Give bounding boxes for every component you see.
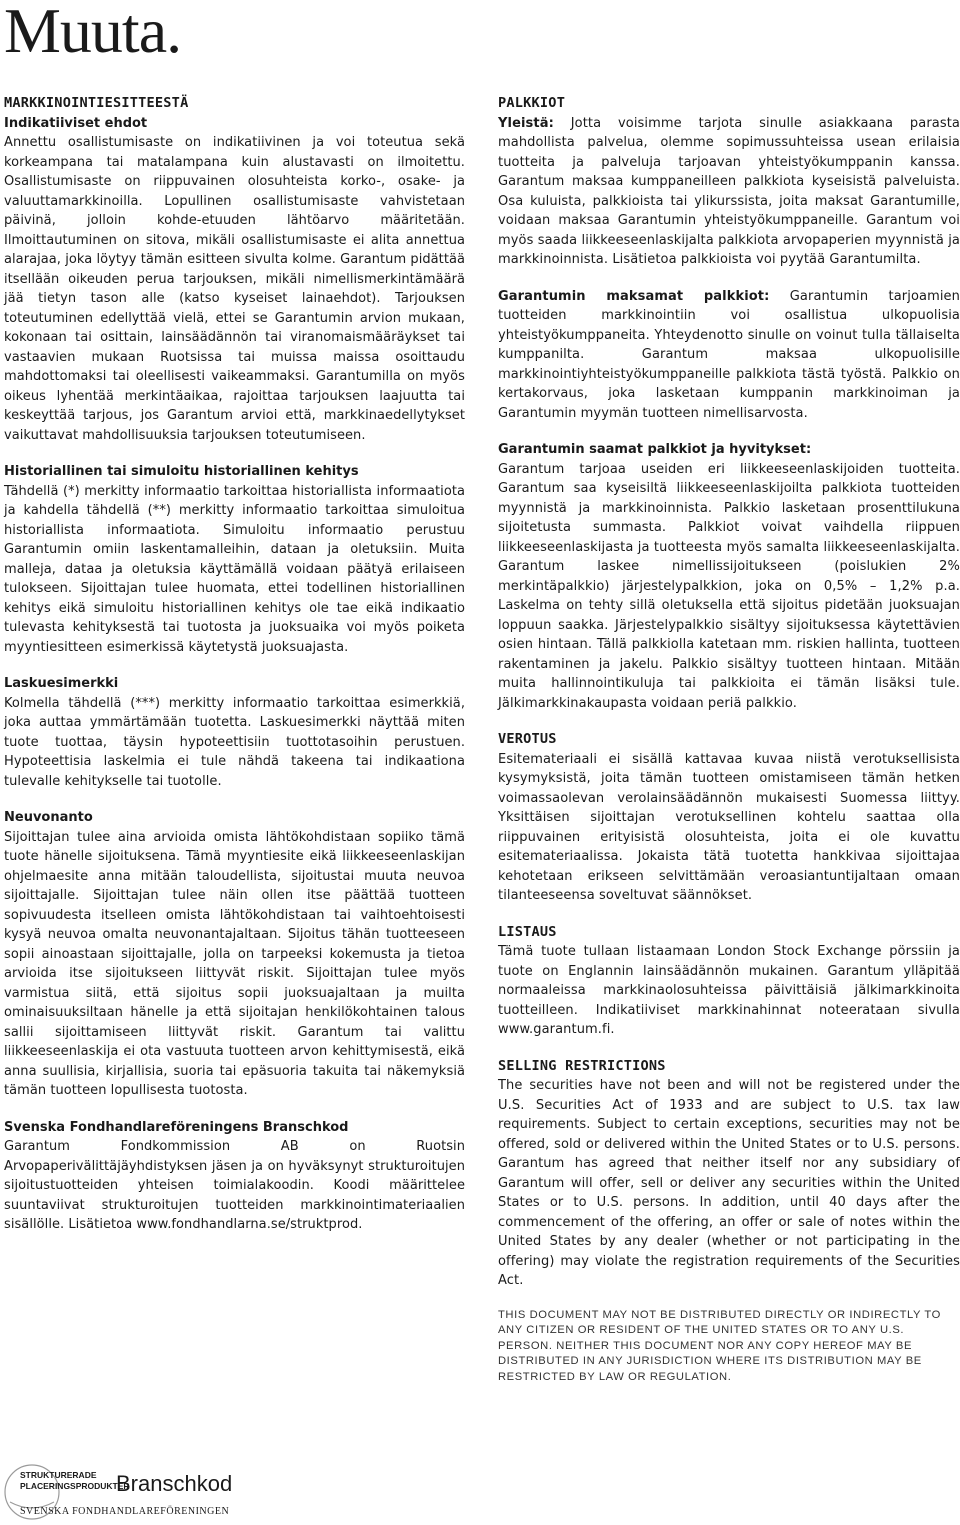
section-palkkiot xyxy=(498,94,960,270)
left-column xyxy=(4,94,465,1252)
laskuesimerkki-heading: Laskuesimerkki xyxy=(4,676,119,691)
section-maksamat xyxy=(498,287,960,424)
section-listaus xyxy=(498,923,960,1040)
palkkiot-lead: Yleistä: xyxy=(498,115,554,131)
logo-brand: Branschkod xyxy=(116,1471,233,1496)
maksamat-body: Garantumin tarjoamien tuotteiden markkinointiin voi osallistua ulkopuolisia yhteistyökumppaneita. Yhteydenotto sinulle on voinut tulla tällaiselta kumppanilta. Garantum maksaa ulkopuolisille markkinointiyhteistyökumppaneille palkkiota tästä työstä. Palkkio on kertakorvaus, joka lasketaan kumppanin markkinoiman ja Garantumin myymän tuotteen nimellisarvosta. xyxy=(498,288,960,421)
logo-line1: STRUKTURERADE xyxy=(20,1470,97,1480)
historiallinen-heading: Historiallinen tai simuloitu historiallinen kehitys xyxy=(4,464,359,479)
saamat-text: Garantum tarjoaa useiden eri liikkeeseenlaskijoiden tuotteita. Garantum saa kyseisiltä liikkeeseenlaskijoilta palkkiota tuotteiden myynnistä ja markkinoinnista. Palkkio lasketaan prosenttilukuna sijoitetusta summasta. Palkkiot voivat vaihdella riippuen liikkeeseenlaskijasta ja tuotteesta myös samalta liikkeeseenlaskijalta. Garantum laskee nimellissijoitukseen (poislukien 2% merkintäpalkkio) järjestelypalkkion, joka on 0,5% – 1,2% p.a. Laskelma on tehty sillä oletuksella että sijoitus pidetään juoksuajan loppuun saakka. Järjestelypalkkio sisältyy sijoituksessa käytettävien osien hintaan. Tällä palkkiolla katetaan mm. riskien hallinta, tuotteen rakentaminen ja jakelu. Palkkio sisältyy tuotteen hintaan. Mitään muita hallinnointikuluja tai palkkioita ei tämän lisäksi tule. Jälkimarkkinakaupasta voidaan periä palkkio. xyxy=(498,461,960,711)
section-selling xyxy=(498,1057,960,1291)
us-disclaimer: THIS DOCUMENT MAY NOT BE DISTRIBUTED DIRECTLY OR INDIRECTLY TO ANY CITIZEN OR RESIDENT OF THE UNITED STATES OR TO ANY U.S. PERSON. NEITHER THIS DOCUMENT NOR ANY COPY HEREOF MAY BE DISTRIBUTED IN ANY JURISDICTION WHERE ITS DISTRIBUTION MAY BE RESTRICTED BY LAW OR REGULATION. xyxy=(498,1308,941,1383)
verotus-heading: VEROTUS xyxy=(498,731,557,747)
palkkiot-body: Jotta voisimme tarjota sinulle asiakkaana parasta mahdollista palvelua, olemme sopimussuhteissa usean erilaisia tuotteita ja palveluja tarjoavan yhteistyökumppanin kanssa. Garantum maksaa kumppaneilleen palkkiota kyseisistä palveluista. Osa kuluista, palkkioista tai ylikurssista, joita maksat Garantumille, voidaan maksaa Garantumin yhteistyökumppaneille. Garantum voi myös saada liikkeeseenlaskijalta palkkiota arvopaperien myynnistä ja markkinoinnista. Lisätietoa palkkioista voi pyytää Garantumilta. xyxy=(498,115,960,267)
markkinointi-text: Annettu osallistumisaste on indikatiivinen ja voi toteutua sekä korkeampana tai matalampana kuin alustavasti on ilmoitettu. Osallistumisaste on riippuvainen olosuhteista korko-, osake- ja valuuttamarkkinoilla. Lopullinen osallistumisaste vahvistetaan päivinä, jolloin kohde-etuuden lähtöarvo määritetään. Ilmoittautuminen on sitova, mikäli osallistumisaste ei alita annettua alarajaa, joka löytyy tämän esitteen sivulta kolme. Garantum pidättää itsellään oikeuden perua tarjouksen, mikäli nimellismerkintämäärä jää tietyn tason alle (katso kyseiset lainaehdot). Tarjouksen toteutuminen edellyttää vielä, ettei se Garantumin arvion mukaan, kokonaan tai osittain, lainsäädännön tai viranomaismääräykset tai vastaavien mukaan Ruotsissa tai muissa maissa osoittaudu mahdottomaksi tai oleellisesti vaikeammaksi. Garantumilla on myös oikeus lyhentää merkintäaikaa, rajoittaa tarjouksen laajuutta tai keskeyttää tarjous, jos Garantum arvioi että, markkinaedellytykset vaikuttavat mahdollisuuksia tarjouksen toteutumiseen. xyxy=(4,135,465,443)
section-verotus xyxy=(498,730,960,906)
branschkod-logo-graphic xyxy=(4,1462,244,1522)
right-column xyxy=(498,94,960,1385)
maksamat-text xyxy=(498,287,960,424)
markkinointi-subheading: Indikatiiviset ehdot xyxy=(4,115,148,131)
selling-text: The securities have not been and will not be registered under the U.S. Securities Act of 1933 and are subject to U.S. tax law requirements. Subject to certain exceptions, securities may not be offered, sold or delivered within the United States or to U.S. persons. Garantum has agreed that neither itself nor any subsidiary of Garantum will offer, sell or deliver any securities within the United States or to U.S. persons. In addition, until 40 days after the commencement of the offering, an offer or sale of notes within the United States by any dealer (whether or not participating in the offering) may violate the registration requirements of the Securities Act. xyxy=(498,1078,960,1288)
section-saamat xyxy=(498,440,960,713)
selling-heading: SELLING RESTRICTIONS xyxy=(498,1057,666,1074)
saamat-heading: Garantumin saamat palkkiot ja hyvitykset: xyxy=(498,442,812,457)
historiallinen-text: Tähdellä (*) merkitty informaatio tarkoittaa historiallista informaatiota ja kahdella tähdellä (**) merkitty informaatio tarkoittaa simuloitua historiallista informaatiota. Simuloitu informaatio perustuu Garantumin omiin laskentamalleihin, dataan ja oletuksiin. Muita malleja, dataa ja oletuksia käyttämällä voidaan päätyä erilaiseen tulokseen. Sijoittajan tulee huomata, ettei todellinen historiallinen kehitys eikä simuloitu historiallinen kehitys ole tae eikä indikaatio tulevasta kehityksestä tai tuotosta ja juoksuaika voi myös poiketa myyntiesitteen esimerkissä käytetystä juoksuajasta. xyxy=(4,483,465,655)
logo-org: SVENSKA FONDHANDLAREFÖRENINGEN xyxy=(20,1506,230,1517)
laskuesimerkki-text: Kolmella tähdellä (***) merkitty informaatio tarkoittaa esimerkkiä, joka auttaa ymmärtämään tuotetta. Laskuesimerkki näyttää miten tuote tuottaa, täysin hypoteettisiin tuottotasoihin perustuen. Hypoteettisia laskelmia ei tule nähdä takeena tai indikaationa tulevalle kehitykselle tai tuotolle. xyxy=(4,695,465,789)
section-laskuesimerkki xyxy=(4,674,465,791)
markkinointi-heading: MARKKINOINTIESITTEESTÄ xyxy=(4,95,189,111)
neuvonanto-heading: Neuvonanto xyxy=(4,810,93,825)
palkkiot-text xyxy=(498,114,960,270)
palkkiot-heading: PALKKIOT xyxy=(498,95,566,111)
section-neuvonanto xyxy=(4,808,465,1101)
section-svenska xyxy=(4,1118,465,1235)
listaus-text: Tämä tuote tullaan listaamaan London Stock Exchange pörssiin ja tuote on Englannin lainsäädännön mukainen. Garantum ylläpitää normaaleissa markkinaolosuhteissa päivittäisiä jälkimarkkinoita tuotteilleen. Indikatiiviset markkinahinnat noteerataan sivulla www.garantum.fi. xyxy=(498,944,960,1037)
page-title: Muuta. xyxy=(4,0,182,66)
listaus-heading: LISTAUS xyxy=(498,923,557,940)
logo-line2: PLACERINGSPRODUKTER xyxy=(20,1481,130,1491)
verotus-text: Esitemateriaali ei sisällä kattavaa kuvaa niistä verotuksellisista kysymyksistä, joita tämän tuotteen omistamiseen tämän hetken voimassaolevan verolainsäädännön mukaisesti Suomessa liittyy. Yksittäisen sijoittajan verotuksellinen kohtelu saattaa olla riippuvainen erityisistä olosuhteista, joita ei ole kuvattu esitemateriaalissa. Jokaista tätä tuotetta hankkivaa sijoittajaa kehotetaan erikseen selvittämään veroasiantuntijaltaan omaan tilanteeseensa soveltuvat säännökset. xyxy=(498,751,960,903)
section-markkinointi xyxy=(4,94,465,445)
section-historiallinen xyxy=(4,462,465,657)
branschkod-logo xyxy=(4,1462,244,1522)
maksamat-lead: Garantumin maksamat palkkiot: xyxy=(498,288,770,304)
neuvonanto-text: Sijoittajan tulee aina arvioida omista lähtökohdistaan sopiiko tämä tuote hänelle sijoituksena. Tämä myyntiesite eikä liikkeeseenlaskijan ohjelmaesite anna mitään taloudellista, sijoitustai muuta neuvoa sijoittajalle. Sijoittajan tulee näin ollen itse päättää tuotteen sopivuudesta itselleen omista lähtökohdistaan tai vaihtoehtoisesti kysyä neuvoa omalta neuvonantajaltaan. Sijoitus tähän tuotteeseen sopii ainoastaan sijoittajalle, jolla on tarpeeksi kokemusta ja tietoa arvioida itse sijoitukseen liittyvät riskit. Sijoittajan tulee myös varmistua siitä, että sijoitus sopii juoksuajaltaan ja muilta ominaisuuksiltaan hänelle ja että sijoitajan henkilökohtainen talous sallii sijoittamiseen liittyvät riskit. Garantum tai valittu liikkeeseenlaskija ei ota vastuuta tuotteen arvon kehittymisestä, eikä anna suullisia, kirjallisia, suoria tai epäsuoria takuita tai näkemyksiä tämän tuotteen lopullisesta tuotosta. xyxy=(4,829,465,1098)
svenska-heading: Svenska Fondhandlareföreningens Branschkod xyxy=(4,1119,349,1135)
svenska-text: Garantum Fondkommission AB on Ruotsin Arvopaperivälittäjäyhdistyksen jäsen ja on hyväksynyt strukturoitujen sijoitustuotteiden yhteisen toimialakoodin. Koodi määrittelee suuntaviivat strukturoitujen tuotteiden markkinointimateriaalien sisällölle. Lisätietoa www.fondhandlarna.se/struktprod. xyxy=(4,1139,465,1232)
